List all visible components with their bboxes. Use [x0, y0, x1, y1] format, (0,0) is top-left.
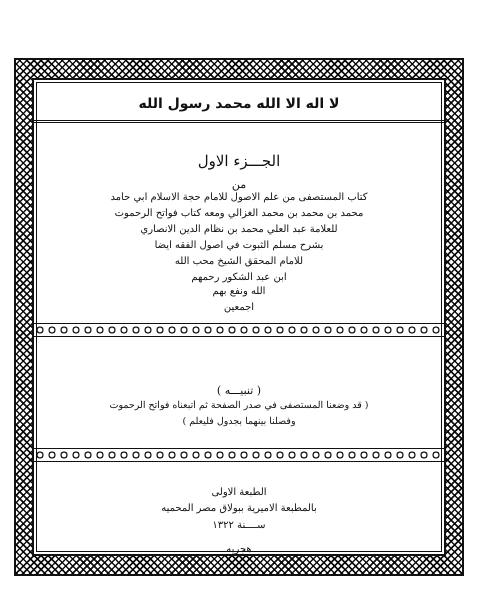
note-line: وفصلنا بينهما بجدول فليعلم ): [182, 416, 296, 427]
book-title-line: للامام المحقق الشيخ محب الله: [174, 256, 304, 267]
chain-ornament-divider: [34, 323, 444, 337]
from-label: من: [231, 178, 247, 191]
book-title-line: للعلامة عبد العلي محمد بن نظام الدين الانصاري: [140, 224, 338, 235]
hijri-label: هجريه: [226, 544, 252, 555]
chain-ornament-divider: [34, 448, 444, 462]
title-page-panel: [32, 78, 446, 556]
header-divider: [34, 122, 444, 123]
book-title-line: الله ونفع بهم: [212, 286, 266, 297]
edition-label: الطبعة الاولى: [211, 487, 267, 498]
book-title-line: أجمعين: [223, 302, 255, 313]
book-title-line: محمد بن محمد بن محمد الغزالي ومعه كتاب فواتح الرحموت: [114, 208, 364, 219]
book-title-line: ابن عبد الشكور رحمهم: [191, 272, 287, 283]
press-name: بالمطبعة الاميرية ببولاق مصر المحميه: [161, 503, 317, 514]
volume-title: الجـــزء الاول: [197, 152, 281, 170]
book-title-line: كتاب المستصفى من علم الاصول للامام حجة الاسلام أبي حامد: [110, 192, 368, 203]
shahada-header: لا اله الا الله محمد رسول الله: [34, 88, 444, 121]
note-line: ( قد وضعنا المستصفى في صدر الصفحة ثم أتبعناه فواتح الرحموت: [109, 400, 369, 411]
book-title-line: بشرح مسلم الثبوت في أصول الفقه أيضا: [154, 240, 324, 251]
publication-year: ســــنة ١٣٢٢: [212, 520, 266, 531]
note-heading: ( تنبيـــه ): [216, 384, 262, 397]
